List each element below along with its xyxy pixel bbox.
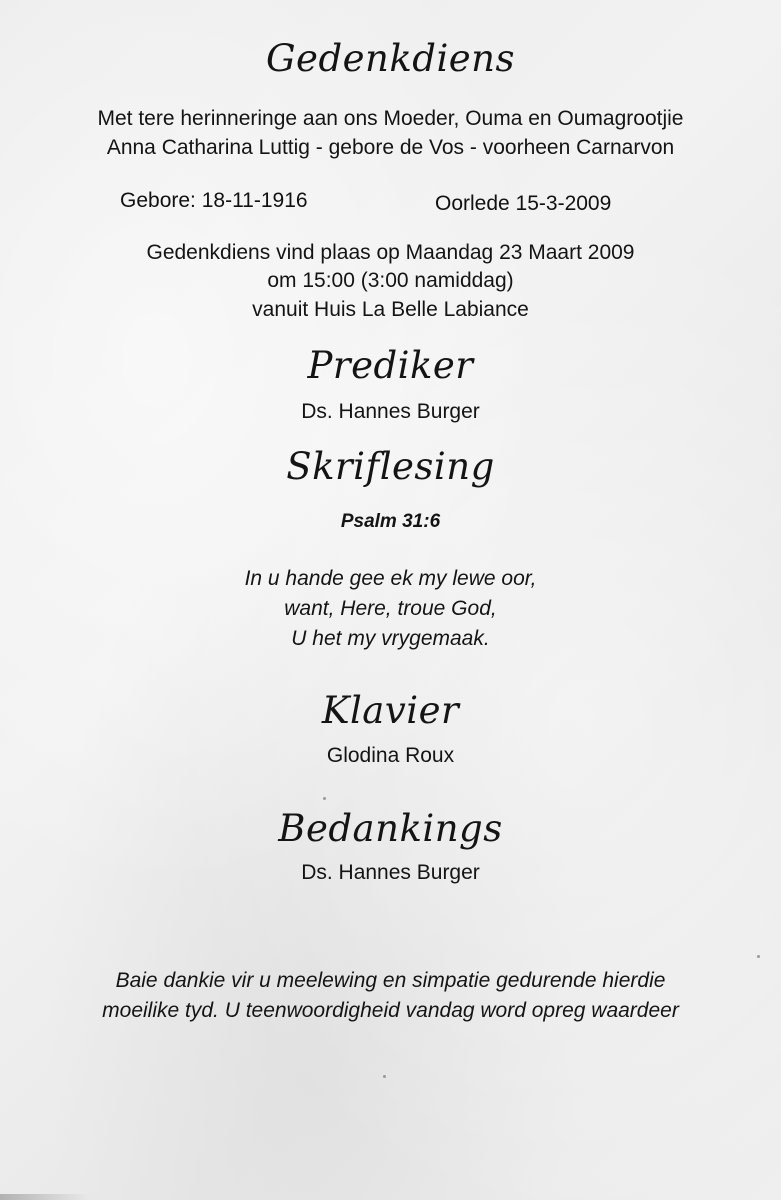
service-line-2: om 15:00 (3:00 namiddag)	[267, 269, 514, 292]
birth-date: Gebore: 18-11-1916	[120, 189, 308, 212]
paper-speck	[383, 1075, 386, 1078]
scan-edge-smudge	[0, 1194, 90, 1200]
preacher-heading: Prediker	[307, 344, 474, 387]
verse-line-3: U het my vrygemaak.	[291, 627, 490, 650]
reading-heading: Skriflesing	[286, 445, 495, 488]
verse-line-1: In u hande gee ek my lewe oor,	[244, 567, 537, 590]
preacher-name: Ds. Hannes Burger	[301, 400, 480, 423]
piano-heading: Klavier	[321, 689, 460, 732]
verse-line-2: want, Here, troue God,	[284, 597, 497, 620]
dedication-line-1: Met tere herinneringe aan ons Moeder, Ouma en Oumagrootjie	[97, 107, 684, 130]
thanks-name: Ds. Hannes Burger	[301, 861, 480, 884]
dedication-line-2: Anna Catharina Luttig - gebore de Vos - voorheen Carnarvon	[106, 136, 675, 159]
thanks-heading: Bedankings	[278, 807, 503, 850]
piano-name: Glodina Roux	[326, 744, 455, 767]
death-date: Oorlede 15-3-2009	[435, 192, 612, 215]
closing-line-1: Baie dankie vir u meelewing en simpatie gedurende hierdie	[115, 969, 666, 992]
reading-reference: Psalm 31:6	[340, 511, 441, 532]
closing-line-2: moeilike tyd. U teenwoordigheid vandag word opreg waardeer	[102, 999, 679, 1022]
main-heading: Gedenkdiens	[265, 37, 516, 80]
paper-speck	[757, 955, 760, 958]
service-line-1: Gedenkdiens vind plaas op Maandag 23 Maart 2009	[146, 241, 635, 264]
service-line-3: vanuit Huis La Belle Labiance	[252, 298, 529, 321]
paper-speck	[323, 797, 326, 800]
